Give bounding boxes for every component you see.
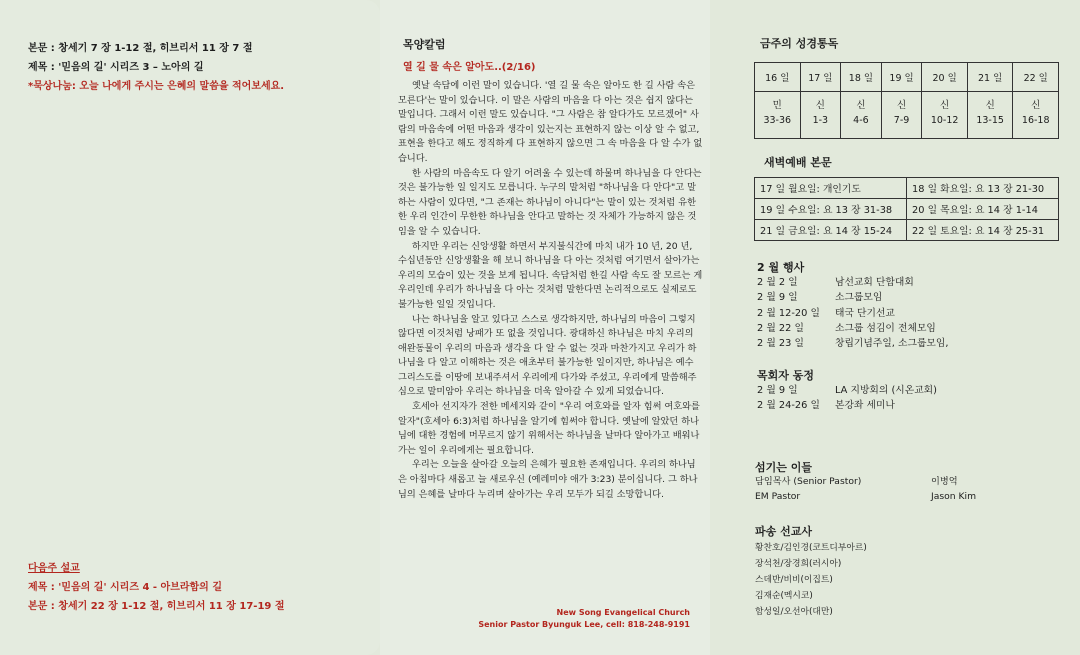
servant-role: EM Pastor [755, 491, 801, 502]
events-list [757, 275, 949, 351]
event-date: 2 월 9 일 [757, 292, 798, 304]
missionary-item: 장석천/장경희(러시아) [755, 559, 842, 569]
church-signature [478, 607, 690, 631]
column-paragraph: 한 사람의 마음속도 다 알기 어려울 수 있는데 하물며 하나님을 다 안다는 것은 불가능한 일 일지도 모릅니다. 누구의 말처럼 "하나님을 다 안다"고 말하는 사람이 있다면, "그 존재는 하나님이 아니다"는 말이 있는 것처럼 유한한 우리 인간이 무한한 하나님을 안다고 말하는 것 자체가 가능하지 않은 것임을 알 수 있습니다. [398, 167, 702, 237]
pastor-news-row [757, 398, 895, 413]
column-paragraph: 나는 하나님을 알고 있다고 스스로 생각하지만, 하나님의 마음이 그렇지 않다면 이것처럼 낭패가 또 없을 것입니다. 광대하신 하나님은 마치 우리의 애완동물이 우리의 마음과 생각을 다 알 수 없는 것과 마찬가지고 우리가 하나님을 다 알고 이해하는 것은 애초부터 불가능한 일이지만, 하나님은 예수 그리스도를 이땅에 보내주셔서 우리에게 다가와 주셨고, 우리에게 말씀해주심으로 말미암아 우리는 하나님을 더욱 알아갈 수 있게 되었습니다. [398, 313, 697, 398]
missionary-item: 황찬호/김인경(코트디부아르) [755, 543, 867, 553]
next-sermon-heading: 다음주 설교 [28, 563, 80, 574]
missionary-item: 스데반/비비(이집트) [755, 575, 833, 585]
event-row [757, 321, 936, 336]
event-desc: 소그룹모임 [835, 292, 883, 304]
chapter-cell: 1-3 [800, 113, 841, 139]
book-cell: 신 [841, 92, 882, 114]
day-cell: 21 일 [967, 63, 1013, 92]
day-cell: 22 일 [1013, 63, 1059, 92]
chapter-cell: 33-36 [755, 113, 801, 139]
chapter-cell: 7-9 [881, 113, 922, 139]
missionaries-list [755, 540, 867, 620]
column-panel [380, 0, 710, 655]
servant-role: 담임목사 (Senior Pastor) [755, 476, 862, 487]
bible-reading-table [754, 62, 1059, 139]
event-desc: 태국 단기선교 [835, 307, 895, 319]
book-cell: 신 [922, 92, 968, 114]
sermon-text: 본문 : 창세기 7 장 1-12 절, 히브리서 11 장 7 절 [28, 43, 253, 54]
servants-list [755, 474, 1015, 504]
dawn-cell: 21 일 금요일: 요 14 장 15-24 [755, 220, 907, 241]
column-subtitle: 열 길 물 속은 알아도..(2/16) [403, 62, 536, 73]
sermon-title: 제목 : '믿음의 길' 시리즈 3 – 노아의 길 [28, 62, 204, 73]
day-cell: 19 일 [881, 63, 922, 92]
next-sermon [28, 559, 285, 616]
pastor-news-heading: 목회자 동정 [757, 369, 814, 382]
book-cell: 신 [800, 92, 841, 114]
missionary-item: 함성일/오선아(대만) [755, 607, 833, 617]
servant-row [755, 489, 1015, 504]
column-heading: 목양칼럼 [403, 38, 446, 51]
book-cell: 신 [881, 92, 922, 114]
event-row [757, 306, 895, 321]
event-desc: 남선교회 단합대회 [835, 277, 914, 288]
dawn-cell: 20 일 목요일: 요 14 장 1-14 [907, 199, 1059, 220]
pastor-news-list [757, 383, 937, 414]
pastor-news-date: 2 월 24-26 일 [757, 400, 820, 412]
event-date: 2 월 22 일 [757, 322, 804, 334]
bible-reading-heading: 금주의 성경통독 [760, 37, 839, 50]
dawn-worship-table [754, 177, 1059, 241]
servant-name: 이병억 [931, 476, 958, 487]
sermon-info [28, 39, 284, 96]
book-cell: 신 [967, 92, 1013, 114]
column-paragraph: 호세아 선지자가 전한 메세지와 같이 "우리 여호와를 알자 힘써 여호와를 알자"(호세아 6:3)처럼 하나님을 알기에 힘써야 합니다. 옛날에 알았던 하나님에 대한 경험에 머무르지 않기 위해서는 하나님을 날마다 알아가고 배워나가는 일이 우리에게는 필요합니다. [398, 401, 700, 456]
dawn-cell: 19 일 수요일: 요 13 장 31-38 [755, 199, 907, 220]
event-date: 2 월 2 일 [757, 277, 798, 288]
event-desc: 소그룹 섬김이 전체모임 [835, 322, 936, 334]
event-row [757, 275, 914, 290]
column-paragraph: 우리는 오늘을 살아갈 오늘의 은혜가 필요한 존재입니다. 우리의 하나님은 아침마다 새롭고 늘 새로우신 (예레미야 애가 3:23) 분이십니다. 그 하나님의 은혜를 날마다 누리며 살아가는 우리 모두가 되길 소망합니다. [398, 459, 698, 500]
book-cell: 신 [1013, 92, 1059, 114]
dawn-cell: 18 일 화요일: 요 13 장 21-30 [907, 178, 1059, 199]
chapter-cell: 13-15 [967, 113, 1013, 139]
events-heading: 2 월 행사 [757, 261, 805, 274]
next-sermon-text: 본문 : 창세기 22 장 1-12 절, 히브리서 11 장 17-19 절 [28, 601, 285, 612]
missionaries-heading: 파송 선교사 [755, 525, 812, 538]
meditation-prompt: *묵상나눔: 오늘 나에게 주시는 은혜의 말씀을 적어보세요. [28, 81, 285, 92]
day-cell: 16 일 [755, 63, 801, 92]
day-cell: 17 일 [800, 63, 841, 92]
chapter-cell: 16-18 [1013, 113, 1059, 139]
chapter-cell: 4-6 [841, 113, 882, 139]
day-cell: 20 일 [922, 63, 968, 92]
day-cell: 18 일 [841, 63, 882, 92]
dawn-cell: 17 일 월요일: 개인기도 [755, 178, 907, 199]
dawn-worship-heading: 새벽예배 본문 [764, 156, 832, 169]
column-paragraph: 하지만 우리는 신앙생활 하면서 부지불식간에 마치 내가 10 년, 20 년, 수십년동안 신앙생활을 해 보니 하나님을 다 아는 것처럼 여기면서 살아가는 우리의 모습이 있는 것을 보게 됩니다. 속담처럼 한길 사람 속도 잘 모르는 게 우리인데 우리가 하나님을 다 아는 것처럼 말한다면 논리적으로도 실제로도 불가능한 일일 것입니다. [398, 240, 703, 310]
servant-name: Jason Kim [931, 491, 977, 502]
pastor-news-desc: LA 지방회의 (시온교회) [835, 385, 937, 396]
pastor-news-date: 2 월 9 일 [757, 385, 798, 396]
servant-row [755, 474, 1015, 489]
column-paragraph: 옛날 속담에 이런 말이 있습니다. '열 길 물 속은 알아도 한 길 사람 속은 모른다'는 말이 있습니다. 이 말은 사람의 마음을 다 아는 것은 쉽지 않다는 말입니다. 그래서 이런 말도 있습니다. "그 사람은 참 알다가도 모르겠어" 사람의 마음속에 어떤 마음과 생각이 있는지는 표현하지 않는 이상 알 수 없고, 표현을 한다고 해도 정직하게 다 표현하지 않으면 그 속 마음을 다 알 수가 없습니다. [398, 80, 703, 164]
column-body [398, 79, 704, 502]
next-sermon-title: 제목 : '믿음의 길' 시리즈 4 - 아브라함의 길 [28, 582, 222, 593]
pastor-news-desc: 본강좌 세미나 [835, 400, 895, 412]
info-panel [710, 0, 1080, 655]
event-desc: 창립기념주일, 소그룹모임, [835, 338, 949, 350]
event-date: 2 월 12-20 일 [757, 307, 820, 319]
servants-heading: 섬기는 이들 [755, 461, 812, 474]
pastor-contact: Senior Pastor Byunguk Lee, cell: 818-248-9191 [478, 620, 690, 629]
chapter-cell: 10-12 [922, 113, 968, 139]
missionary-item: 김재순(멕시코) [755, 591, 813, 601]
church-name: New Song Evangelical Church [556, 608, 690, 617]
event-date: 2 월 23 일 [757, 338, 804, 350]
book-cell: 민 [755, 92, 801, 114]
dawn-cell: 22 일 토요일: 요 14 장 25-31 [907, 220, 1059, 241]
left-panel [0, 0, 380, 655]
pastor-news-row [757, 383, 937, 398]
event-row [757, 336, 949, 351]
event-row [757, 290, 883, 305]
